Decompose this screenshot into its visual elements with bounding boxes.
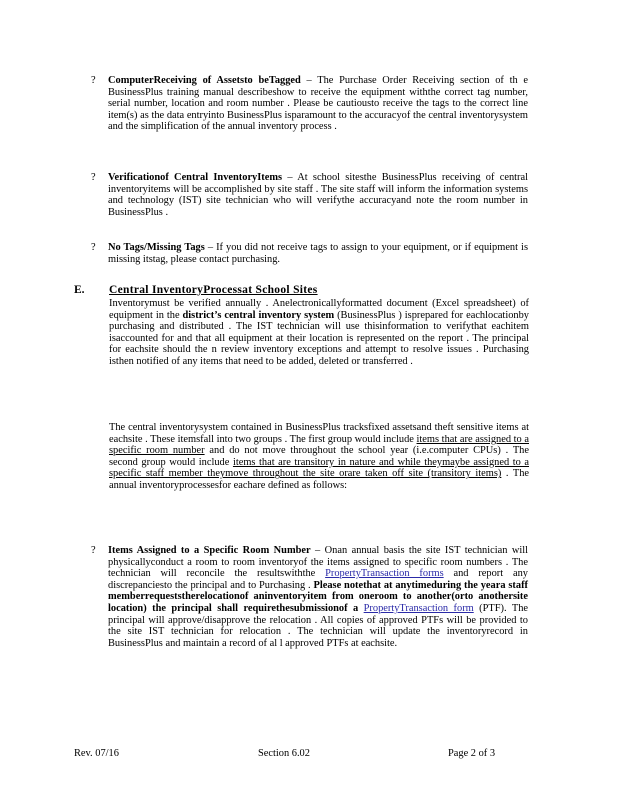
bullet-body: – At school sitesthe BusinessPlus receiving of central inventoryitems will be accomplished by site staff . The site staff will inform the information systems and technology (IST) site technician who will verifythe accuracyand note the room number in BusinessPlus . [108,172,528,218]
bullet-title: No Tags/Missing Tags [108,242,205,253]
section-letter: E. [74,284,85,296]
bullet-body: and report any discrepanciesto the principal and to Purchasing . [108,568,528,591]
bullet-marker: ? [91,172,96,183]
paragraph-text: and do not move throughout the school year (i.e.computer CPUs) . The second group would include [109,445,529,468]
bullet-text [108,172,528,218]
paragraph-underlined: items that are assigned to a specific room number [109,433,529,457]
bullet-verification [91,172,528,218]
paragraph-text: . The annual inventoryprocessesfor eachare defined as follows: [109,468,530,491]
bullet-items-assigned [91,545,529,649]
paragraph-text: The central inventorysystem contained in BusinessPlus tracksfixed assetsand theft sensitive items at eachsite . These itemsfall into two groups . The first group would include [109,422,529,445]
bullet-title: Items Assigned to a Specific Room Number [108,545,311,556]
paragraph-emphasis: district’s central inventory system [182,309,335,321]
bullet-text [108,545,528,649]
footer-revision: Rev. 07/16 [74,748,119,759]
bullet-bold-notice: Please notethat at anytimeduring the yeara staff memberrequeststherelocationof aninventoryitem from oneroom to another(orto anothersite location) the principal shall requirethesubmissionof a [108,579,528,614]
bullet-text [108,242,528,265]
section-title: Central InventoryProcessat School Sites [109,284,318,296]
footer-section: Section 6.02 [258,748,310,759]
section-paragraph-1 [109,298,529,368]
footer-page-number: Page 2 of 3 [448,748,496,759]
bullet-no-tags [91,242,528,265]
paragraph-text: (BusinessPlus ) isprepared for eachlocationby purchasing and distributed . The IST technician will use thisinformation to verifythat eachitem isaccounted for and that all equipment at their location is represented on the report . The principal for eachsite should the n review inventory exceptions and attempt to resolve issues . Purchasing isthen notified of any items that need to be added, deleted or transferred . [109,309,529,367]
bullet-body: – If you did not receive tags to assign to your equipment, or if equipment is missing itstag, please contact purchasing. [108,242,528,265]
bullet-text [108,75,528,133]
bullet-title: ComputerReceiving of Assetsto beTagged [108,75,301,86]
bullet-body: (PTF). The principal will approve/disapprove the relocation . All copies of approved PTFs will be provided to the site IST technician for relocation . The technician will update the inventoryrecord in BusinessPlus and maintain a record of al l approved PTFs at eachsite. [108,602,529,649]
section-paragraph-2 [109,422,529,492]
bullet-receiving-assets [91,75,528,133]
bullet-marker: ? [91,75,96,86]
bullet-marker: ? [91,545,96,556]
paragraph-underlined: items that are transitory in nature and while theymaybe assigned to a specific staff member theymove throughout the site orare taken off site (transitory items) [109,456,529,480]
bullet-marker: ? [91,242,96,253]
bullet-title: Verificationof Central InventoryItems [108,172,283,183]
property-transaction-form-link[interactable]: PropertyTransaction form [363,602,474,614]
bullet-body: – The Purchase Order Receiving section of th e BusinessPlus training manual describeshow to receive the equipment withthe correct tag number, serial number, location and room number . Please be cautiousto receive the tags to the correct line item(s) as the data entryinto BusinessPlus isparamount to the accuracyof the central inventorysystem and the simplification of the annual inventory process . [108,75,528,133]
bullet-body: – Onan annual basis the site IST technician will physicallyconduct a room to room inventoryof the items assigned to specific room numbers . The technician will reconcile the resultswiththe [108,545,528,580]
paragraph-text: Inventorymust be verified annually . Anelectronicallyformatted document (Excel spreadsheet) of equipment in the [109,298,529,321]
property-transaction-forms-link[interactable]: PropertyTransaction forms [325,568,444,580]
